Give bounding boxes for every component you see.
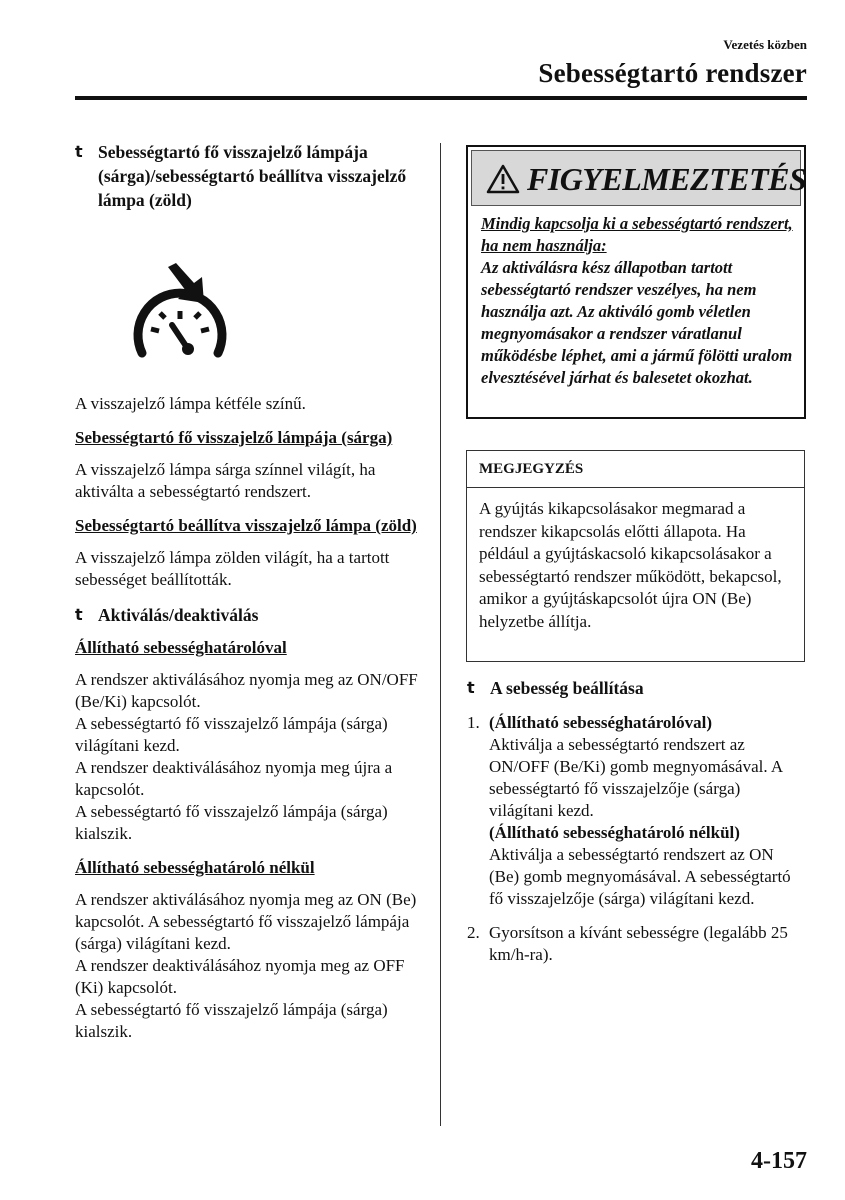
right-column-body	[467, 676, 807, 966]
paragraph-set-lamp: A visszajelző lámpa zölden világít, ha a tartott sebességet beállították.	[75, 548, 390, 589]
subheading-main-lamp: Sebességtartó fő visszajelző lámpája (sárga)	[75, 428, 393, 447]
warning-text: Az aktiválásra kész állapotban tartott sebességtartó rendszer veszélyes, ha nem használja azt. Az aktiváló gomb véletlen megnyomásakor a rendszer váratlanul működésbe léphet, ami a jármű fölötti uralom elvesztésével járhat és balesetet okozhat.	[481, 258, 793, 387]
note-title: MEGJEGYZÉS	[467, 451, 804, 488]
bullet-marker: t	[75, 142, 83, 161]
warning-lead: Mindig kapcsolja ki a sebességtartó rendszert, ha nem használja:	[481, 214, 793, 255]
step-1	[467, 712, 807, 910]
warning-header	[471, 150, 807, 206]
page-number: 4-157	[751, 1148, 807, 1174]
bullet-heading-activation	[75, 603, 420, 627]
page-title: Sebességtartó rendszer	[538, 58, 807, 88]
note-body: A gyújtás kikapcsolásakor megmarad a rendszer kikapcsolás előtti állapota. Ha például a gyújtáskacsoló kikapcsolásakor a sebességtartó rendszer működött, bekapcsol, amikor a gyújtáskapcsolót újra ON (Be) helyzetbe állítja.	[479, 499, 782, 631]
paragraph-with-limiter	[75, 669, 420, 845]
left-column-body	[75, 393, 420, 1043]
intro-text: A visszajelző lámpa kétféle színű.	[75, 394, 306, 413]
step-1-heading-without-limiter: (Állítható sebességhatároló nélkül)	[489, 823, 740, 842]
bullet-heading-text: Aktiválás/deaktiválás	[98, 605, 259, 625]
note-box	[466, 450, 805, 662]
text-line: A sebességtartó fő visszajelző lámpája (sárga) kialszik.	[75, 802, 388, 843]
bullet-heading-set-speed	[467, 676, 807, 700]
left-column-top	[75, 140, 420, 212]
step-2-text: Gyorsítson a kívánt sebességre (legalább 25 km/h-ra).	[489, 923, 788, 964]
warning-box	[466, 145, 806, 419]
header-rule	[75, 96, 807, 100]
step-number: 1.	[467, 713, 480, 732]
step-1-text-with-limiter: Aktiválja a sebességtartó rendszert az ON/OFF (Be/Ki) gomb megnyomásával. A sebességtartó fő visszajelzője (sárga) világítani kezd.	[489, 735, 783, 820]
column-divider	[440, 143, 441, 1126]
paragraph-main-lamp: A visszajelző lámpa sárga színnel világít, ha aktiválta a sebességtartó rendszert.	[75, 460, 376, 501]
bullet-heading-text: A sebesség beállítása	[490, 678, 644, 698]
text-line: A rendszer aktiválásához nyomja meg az ON (Be) kapcsolót. A sebességtartó fő visszajelző lámpája (sárga) világítani kezd.	[75, 890, 417, 953]
bullet-marker: t	[467, 678, 475, 697]
warning-body	[481, 213, 801, 389]
text-line: A sebességtartó fő visszajelző lámpája (sárga) kialszik.	[75, 1000, 388, 1041]
text-line: A rendszer deaktiválásához nyomja meg az OFF (Ki) kapcsolót.	[75, 956, 405, 997]
text-line: A sebességtartó fő visszajelző lámpája (sárga) világítani kezd.	[75, 714, 388, 755]
warning-triangle-icon	[486, 164, 520, 194]
section-label: Vezetés közben	[723, 37, 807, 52]
warning-title: FIGYELMEZTETÉS	[527, 161, 807, 197]
step-2	[467, 922, 807, 966]
subheading-with-limiter: Állítható sebességhatárolóval	[75, 638, 287, 657]
cruise-control-speedometer-icon	[120, 255, 240, 375]
text-line: A rendszer aktiválásához nyomja meg az ON/OFF (Be/Ki) kapcsolót.	[75, 670, 418, 711]
bullet-heading-text: Sebességtartó fő visszajelző lámpája (sárga)/sebességtartó beállítva visszajelző lámpa (zöld)	[98, 142, 407, 210]
text-line: A rendszer deaktiválásához nyomja meg újra a kapcsolót.	[75, 758, 393, 799]
step-1-text-without-limiter: Aktiválja a sebességtartó rendszert az ON (Be) gomb megnyomásával. A sebességtartó fő visszajelzője (sárga) világítani kezd.	[489, 845, 791, 908]
bullet-heading-indicator-lamps	[75, 140, 420, 212]
subheading-set-lamp: Sebességtartó beállítva visszajelző lámpa (zöld)	[75, 516, 417, 535]
step-1-heading-with-limiter: (Állítható sebességhatárolóval)	[489, 713, 713, 732]
paragraph-without-limiter	[75, 889, 420, 1043]
subheading-without-limiter: Állítható sebességhatároló nélkül	[75, 858, 315, 877]
step-number: 2.	[467, 923, 480, 942]
bullet-marker: t	[75, 605, 83, 624]
